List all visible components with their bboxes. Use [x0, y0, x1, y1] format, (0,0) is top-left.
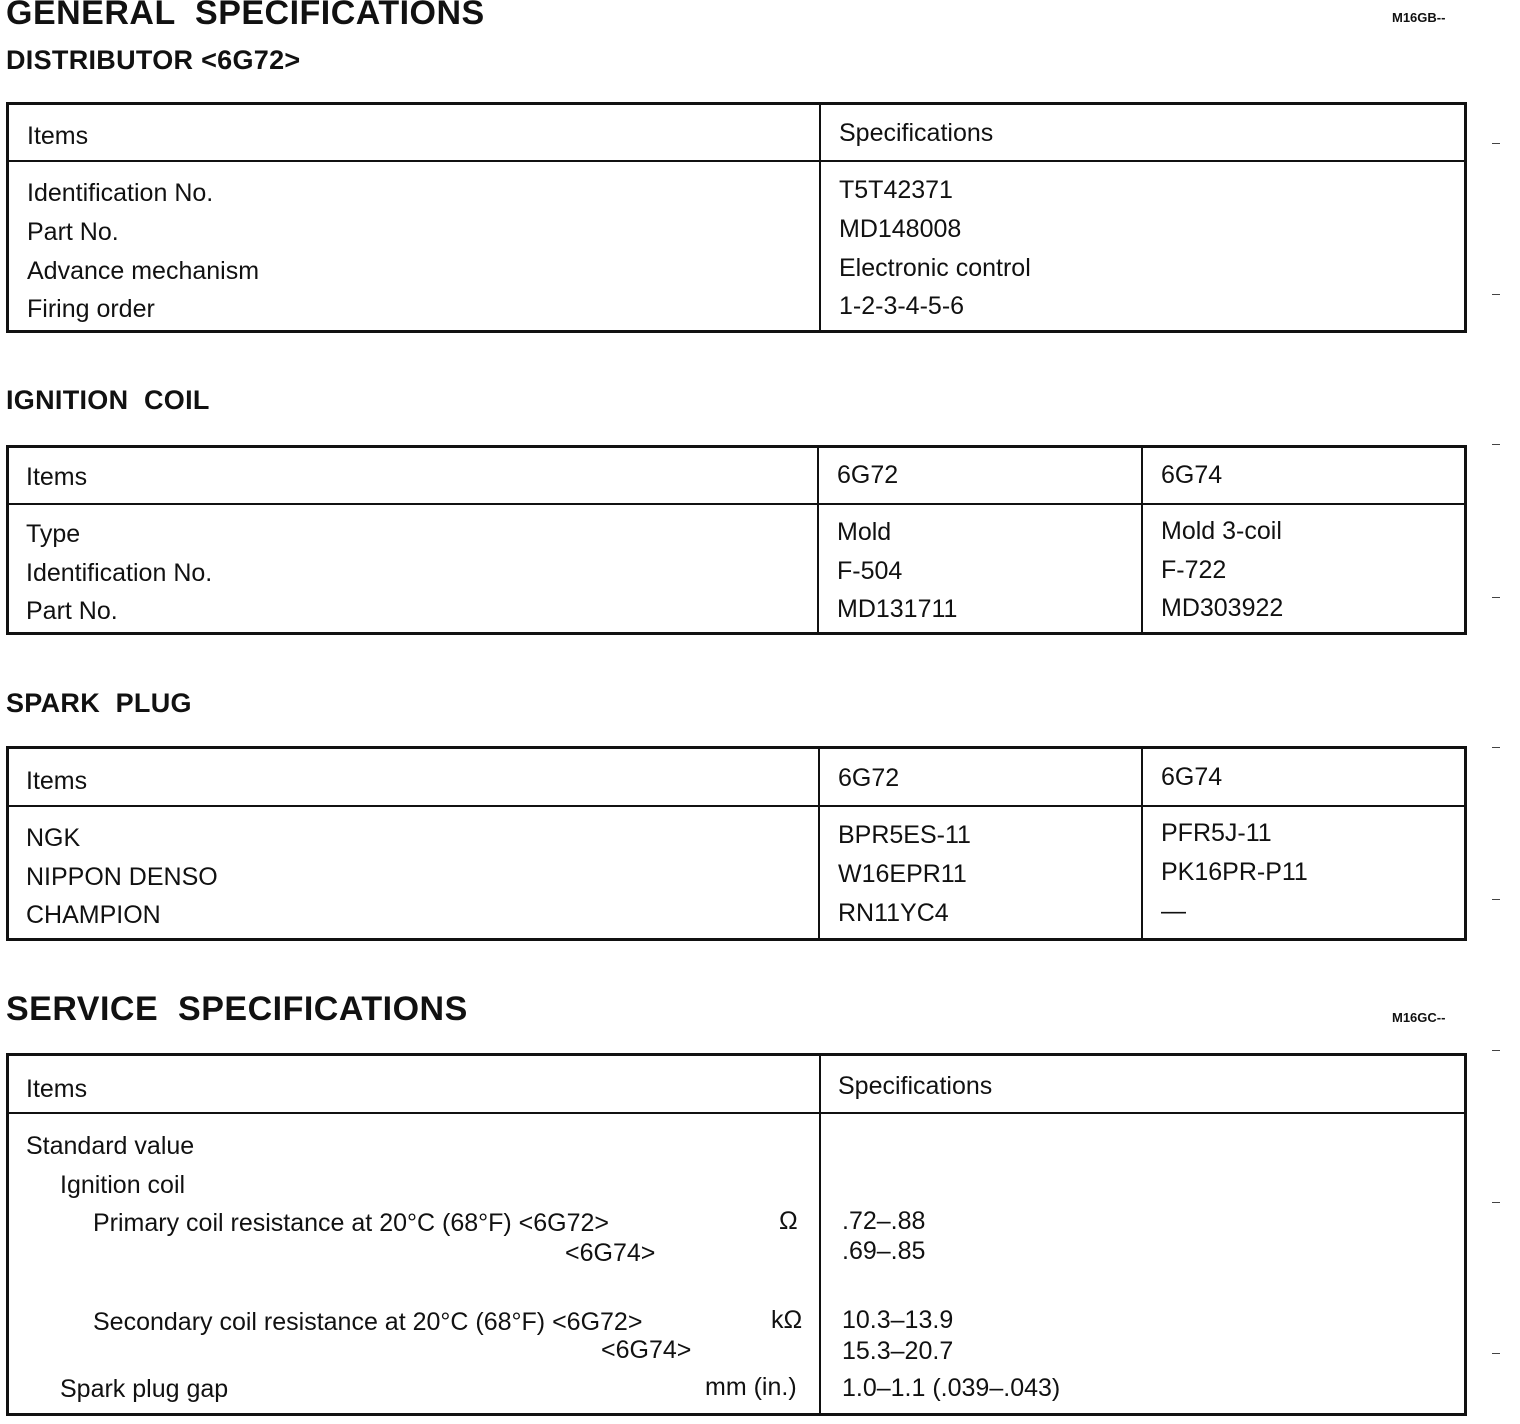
ignition-coil-table — [6, 445, 1467, 635]
column-divider — [817, 448, 819, 632]
table-row-value: MD303922 — [1161, 594, 1284, 622]
margin-tick — [1492, 747, 1500, 748]
header-items: Items — [26, 767, 88, 795]
header-6g72: 6G72 — [837, 461, 899, 489]
table-row-value: BPR5ES-11 — [838, 821, 971, 849]
header-divider — [9, 503, 1464, 505]
table-row-label: Identification No. — [26, 559, 213, 587]
ignition-coil-heading: IGNITION COIL — [6, 385, 210, 415]
margin-tick — [1492, 597, 1500, 598]
service-table — [6, 1053, 1467, 1416]
margin-tick — [1492, 143, 1500, 144]
spark-plug-gap-unit: mm (in.) — [705, 1373, 797, 1401]
ignition-coil-label: Ignition coil — [60, 1171, 186, 1199]
secondary-resistance-label: Secondary coil resistance at 20°C (68°F) <6G72> — [93, 1308, 643, 1336]
spark-plug-heading: SPARK PLUG — [6, 688, 192, 718]
table-row-label: Type — [26, 520, 81, 548]
margin-tick — [1492, 1353, 1500, 1354]
margin-tick — [1492, 444, 1500, 445]
table-row-value: 1-2-3-4-5-6 — [839, 292, 965, 320]
header-divider — [9, 805, 1464, 807]
section-code-general: M16GB-- — [1392, 10, 1446, 25]
column-divider — [818, 749, 820, 938]
header-items: Items — [26, 1075, 88, 1103]
table-row-value: MD148008 — [839, 215, 962, 243]
table-row-value: Mold — [837, 518, 892, 546]
section-code-service: M16GC-- — [1392, 1010, 1446, 1025]
table-row-label: NIPPON DENSO — [26, 863, 218, 891]
column-divider — [1141, 448, 1143, 632]
distributor-heading: DISTRIBUTOR <6G72> — [6, 45, 301, 75]
primary-resistance-label-6g74: <6G74> — [565, 1239, 656, 1267]
header-divider — [9, 160, 1464, 162]
table-row-value: F-504 — [837, 557, 903, 585]
secondary-resistance-label-6g74: <6G74> — [601, 1336, 692, 1364]
column-divider — [1141, 749, 1143, 938]
page-title-general: GENERAL SPECIFICATIONS — [6, 0, 485, 32]
margin-tick — [1492, 1202, 1500, 1203]
spark-plug-table — [6, 746, 1467, 941]
table-row-value: — — [1161, 897, 1186, 925]
table-row-value: MD131711 — [837, 595, 958, 623]
primary-unit: Ω — [779, 1207, 798, 1235]
primary-resistance-label: Primary coil resistance at 20°C (68°F) <6G72> — [93, 1209, 610, 1237]
primary-value-6g74: .69–.85 — [842, 1237, 926, 1265]
page-title-service: SERVICE SPECIFICATIONS — [6, 990, 468, 1028]
header-items: Items — [27, 122, 89, 150]
table-row-value: Mold 3-coil — [1161, 517, 1282, 545]
table-row-label: CHAMPION — [26, 901, 161, 929]
table-row-label: Advance mechanism — [27, 257, 260, 285]
table-row-label: NGK — [26, 824, 81, 852]
header-6g74: 6G74 — [1161, 763, 1223, 791]
secondary-value-6g74: 15.3–20.7 — [842, 1337, 954, 1365]
table-row-label: Identification No. — [27, 179, 214, 207]
table-row-value: T5T42371 — [839, 176, 953, 204]
column-divider — [819, 1056, 821, 1413]
margin-tick — [1492, 294, 1500, 295]
secondary-unit: kΩ — [771, 1306, 803, 1334]
spark-plug-gap-value: 1.0–1.1 (.039–.043) — [842, 1374, 1061, 1402]
table-row-value: W16EPR11 — [838, 860, 967, 888]
table-row-value: PK16PR-P11 — [1161, 858, 1308, 886]
table-row-value: Electronic control — [839, 254, 1031, 282]
header-6g72: 6G72 — [838, 764, 900, 792]
table-row-label: Part No. — [26, 597, 118, 625]
header-specifications: Specifications — [838, 1072, 993, 1100]
column-divider — [819, 105, 821, 330]
table-row-value: F-722 — [1161, 556, 1227, 584]
standard-value-label: Standard value — [26, 1132, 195, 1160]
secondary-value-6g72: 10.3–13.9 — [842, 1306, 954, 1334]
margin-tick — [1492, 1050, 1500, 1051]
header-specifications: Specifications — [839, 119, 994, 147]
header-items: Items — [26, 463, 88, 491]
table-row-label: Firing order — [27, 295, 155, 323]
header-6g74: 6G74 — [1161, 461, 1223, 489]
table-row-label: Part No. — [27, 218, 119, 246]
primary-value-6g72: .72–.88 — [842, 1207, 926, 1235]
header-divider — [9, 1112, 1464, 1114]
table-row-value: PFR5J-11 — [1161, 819, 1272, 847]
spark-plug-gap-label: Spark plug gap — [60, 1375, 229, 1403]
table-row-value: RN11YC4 — [838, 899, 949, 927]
margin-tick — [1492, 899, 1500, 900]
distributor-table — [6, 102, 1467, 333]
